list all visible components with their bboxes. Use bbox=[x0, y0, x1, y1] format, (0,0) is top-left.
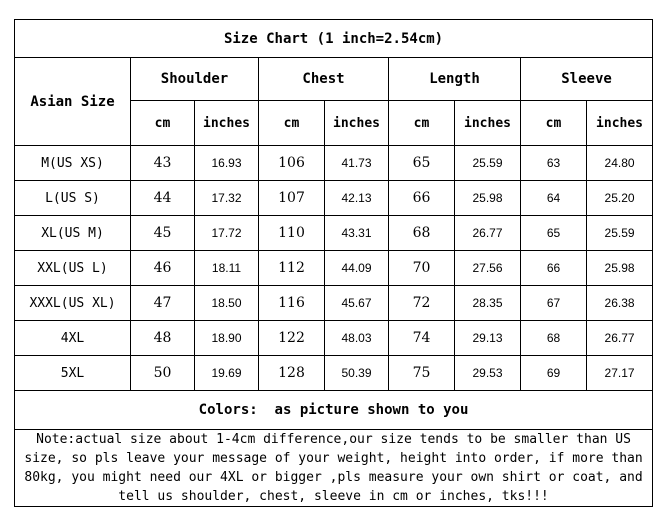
cell-value: 18.50 bbox=[195, 286, 259, 321]
cell-value: 106 bbox=[259, 146, 325, 181]
cell-value: 63 bbox=[521, 146, 587, 181]
table-row bbox=[15, 286, 653, 321]
cell-value: 116 bbox=[259, 286, 325, 321]
group-header-row bbox=[15, 58, 653, 101]
cell-value: 50.39 bbox=[325, 356, 389, 391]
cell-value: 45.67 bbox=[325, 286, 389, 321]
cell-value: 48.03 bbox=[325, 321, 389, 356]
size-label: XXL(US L) bbox=[15, 251, 131, 286]
cell-value: 74 bbox=[389, 321, 455, 356]
unit-header: cm bbox=[259, 101, 325, 146]
cell-value: 17.72 bbox=[195, 216, 259, 251]
cell-value: 67 bbox=[521, 286, 587, 321]
cell-value: 26.77 bbox=[455, 216, 521, 251]
table-row bbox=[15, 321, 653, 356]
cell-value: 112 bbox=[259, 251, 325, 286]
cell-value: 42.13 bbox=[325, 181, 389, 216]
note-row bbox=[15, 430, 653, 507]
size-label: 4XL bbox=[15, 321, 131, 356]
cell-value: 72 bbox=[389, 286, 455, 321]
cell-value: 41.73 bbox=[325, 146, 389, 181]
table-row bbox=[15, 181, 653, 216]
cell-value: 25.59 bbox=[587, 216, 653, 251]
size-label: L(US S) bbox=[15, 181, 131, 216]
cell-value: 44.09 bbox=[325, 251, 389, 286]
cell-value: 46 bbox=[131, 251, 195, 286]
cell-value: 68 bbox=[521, 321, 587, 356]
unit-header: cm bbox=[389, 101, 455, 146]
cell-value: 45 bbox=[131, 216, 195, 251]
cell-value: 66 bbox=[521, 251, 587, 286]
cell-value: 25.98 bbox=[587, 251, 653, 286]
cell-value: 27.17 bbox=[587, 356, 653, 391]
cell-value: 44 bbox=[131, 181, 195, 216]
cell-value: 50 bbox=[131, 356, 195, 391]
cell-value: 66 bbox=[389, 181, 455, 216]
cell-value: 65 bbox=[521, 216, 587, 251]
cell-value: 16.93 bbox=[195, 146, 259, 181]
unit-header: cm bbox=[521, 101, 587, 146]
group-header-shoulder: Shoulder bbox=[131, 58, 259, 101]
cell-value: 64 bbox=[521, 181, 587, 216]
cell-value: 75 bbox=[389, 356, 455, 391]
unit-header: inches bbox=[587, 101, 653, 146]
colors-note: Colors: as picture shown to you bbox=[15, 391, 653, 430]
colors-row bbox=[15, 391, 653, 430]
unit-header: inches bbox=[195, 101, 259, 146]
unit-header: inches bbox=[455, 101, 521, 146]
cell-value: 122 bbox=[259, 321, 325, 356]
unit-header: inches bbox=[325, 101, 389, 146]
unit-header: cm bbox=[131, 101, 195, 146]
cell-value: 28.35 bbox=[455, 286, 521, 321]
sizing-note: Note:actual size about 1-4cm difference,our size tends to be smaller than US size, so pls leave your message of your weight, height into order, if more than 80kg, you might need our 4XL or bigger ,pls measure your own shirt or coat, and tell us shoulder, chest, sleeve in cm or inches, tks!!! bbox=[15, 430, 653, 507]
cell-value: 29.13 bbox=[455, 321, 521, 356]
size-label: XXXL(US XL) bbox=[15, 286, 131, 321]
cell-value: 70 bbox=[389, 251, 455, 286]
cell-value: 43 bbox=[131, 146, 195, 181]
cell-value: 65 bbox=[389, 146, 455, 181]
table-row bbox=[15, 251, 653, 286]
asian-size-header: Asian Size bbox=[15, 58, 131, 146]
table-row bbox=[15, 356, 653, 391]
cell-value: 107 bbox=[259, 181, 325, 216]
chart-title: Size Chart (1 inch=2.54cm) bbox=[15, 20, 653, 58]
cell-value: 26.77 bbox=[587, 321, 653, 356]
title-row bbox=[15, 20, 653, 58]
cell-value: 27.56 bbox=[455, 251, 521, 286]
size-chart-table bbox=[14, 19, 653, 507]
cell-value: 110 bbox=[259, 216, 325, 251]
cell-value: 128 bbox=[259, 356, 325, 391]
cell-value: 25.20 bbox=[587, 181, 653, 216]
cell-value: 29.53 bbox=[455, 356, 521, 391]
cell-value: 69 bbox=[521, 356, 587, 391]
cell-value: 24.80 bbox=[587, 146, 653, 181]
size-label: M(US XS) bbox=[15, 146, 131, 181]
size-label: 5XL bbox=[15, 356, 131, 391]
group-header-sleeve: Sleeve bbox=[521, 58, 653, 101]
cell-value: 17.32 bbox=[195, 181, 259, 216]
cell-value: 25.59 bbox=[455, 146, 521, 181]
cell-value: 48 bbox=[131, 321, 195, 356]
cell-value: 43.31 bbox=[325, 216, 389, 251]
cell-value: 25.98 bbox=[455, 181, 521, 216]
cell-value: 18.11 bbox=[195, 251, 259, 286]
cell-value: 19.69 bbox=[195, 356, 259, 391]
cell-value: 18.90 bbox=[195, 321, 259, 356]
group-header-length: Length bbox=[389, 58, 521, 101]
table-row bbox=[15, 146, 653, 181]
size-label: XL(US M) bbox=[15, 216, 131, 251]
cell-value: 47 bbox=[131, 286, 195, 321]
cell-value: 68 bbox=[389, 216, 455, 251]
table-row bbox=[15, 216, 653, 251]
cell-value: 26.38 bbox=[587, 286, 653, 321]
group-header-chest: Chest bbox=[259, 58, 389, 101]
